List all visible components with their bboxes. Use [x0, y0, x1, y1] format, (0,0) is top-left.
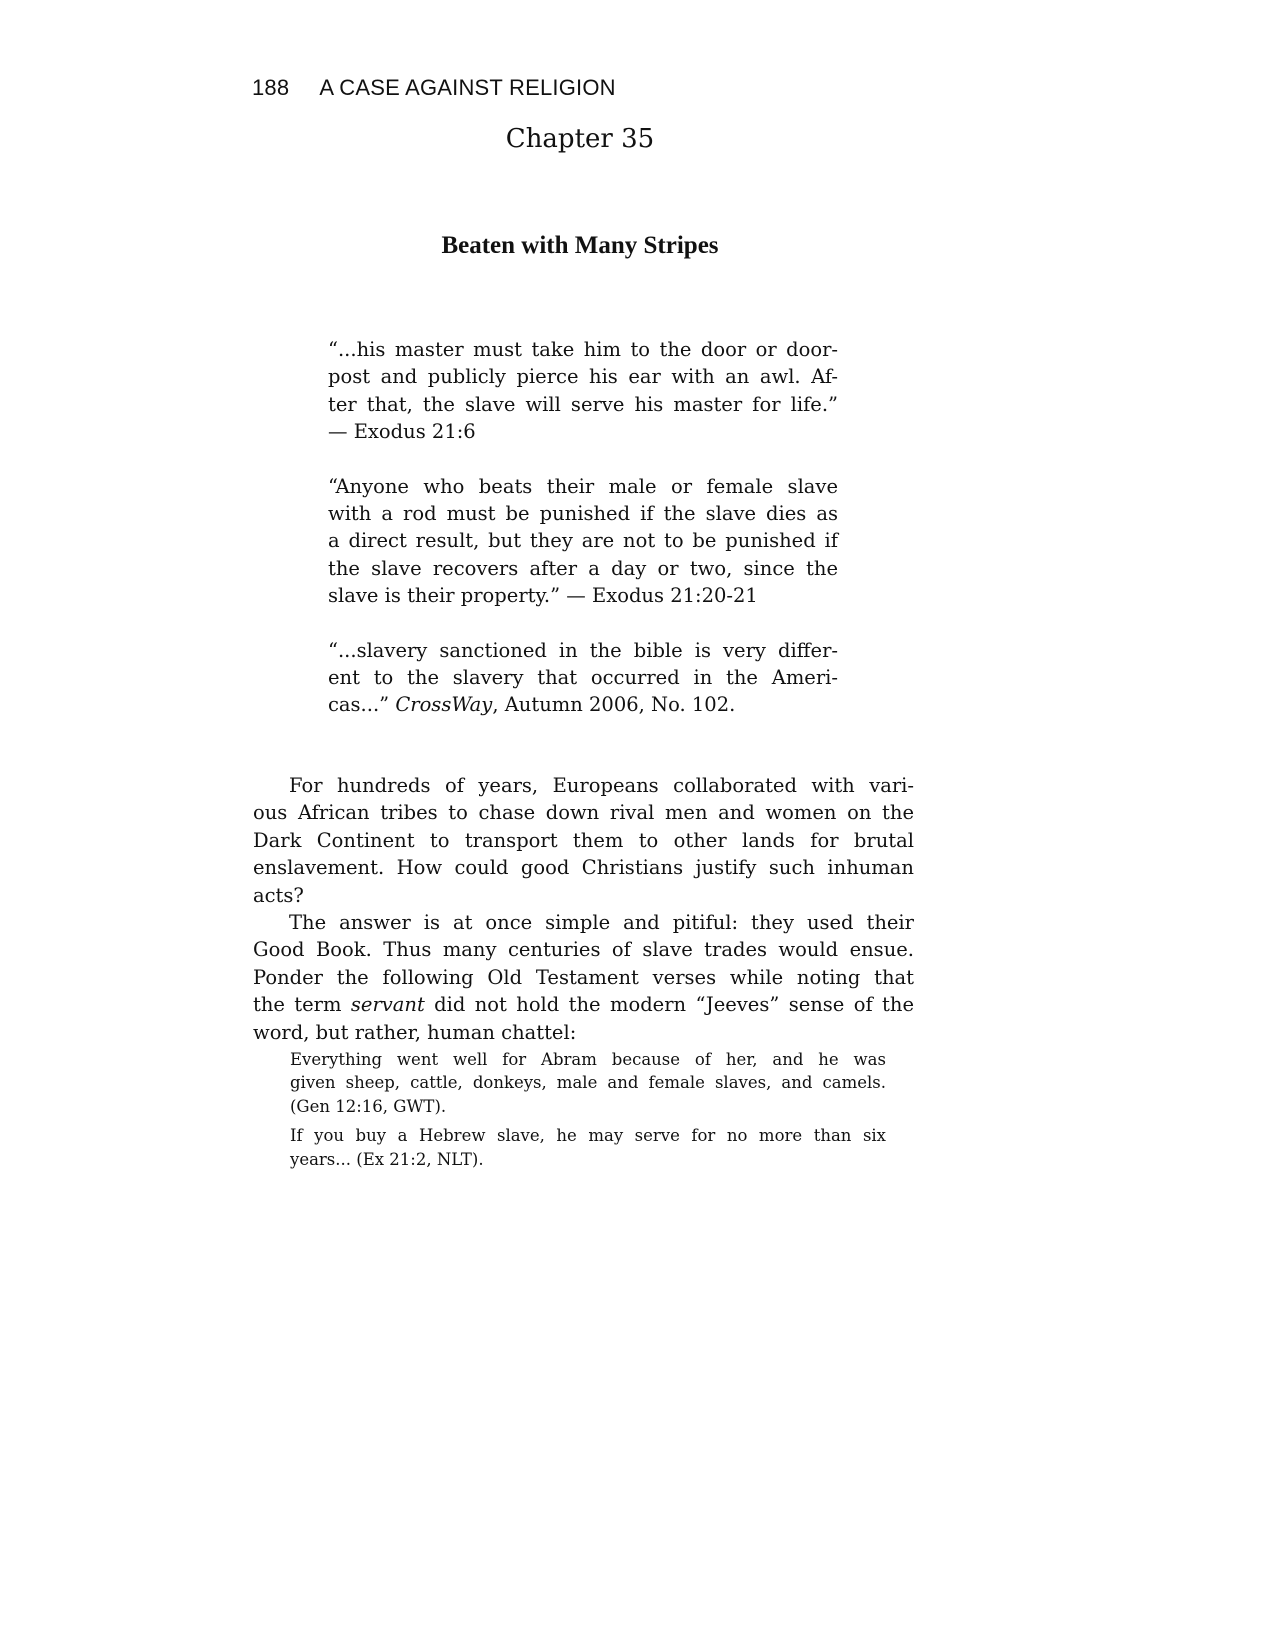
epigraph-line: the slave recovers after a day or two, since the [328, 556, 838, 580]
epigraph-line: ent to the slavery that occurred in the Ameri- [328, 666, 838, 690]
epigraph-line: “...slavery sanctioned in the bible is very differ- [328, 638, 838, 662]
block-quote-gen-12-16 [290, 1048, 886, 1118]
paragraph-text: the term [253, 993, 351, 1017]
epigraph-line: a direct result, but they are not to be punished if [328, 529, 838, 553]
paragraph-line: enslavement. How could good Christians justify such inhuman [253, 856, 914, 880]
emphasized-term: servant [350, 993, 425, 1017]
block-quotes [290, 1048, 886, 1177]
epigraph-exodus-21-20 [328, 473, 838, 610]
epigraph-line: with a rod must be punished if the slave dies as [328, 502, 838, 526]
paragraph-text: did not hold the modern “Jeeves” sense of the [424, 993, 914, 1017]
epigraphs [328, 336, 838, 746]
block-quote-line: given sheep, cattle, donkeys, male and female slaves, and camels. [290, 1073, 886, 1093]
paragraph-line: acts? [253, 883, 304, 907]
source-title: CrossWay [395, 693, 493, 717]
paragraph-line: Dark Continent to transport them to other lands for brutal [253, 828, 914, 852]
epigraph-text: cas...” [328, 693, 396, 717]
block-quote-ex-21-2 [290, 1124, 886, 1171]
paragraph-line: Good Book. Thus many centuries of slave trades would ensue. [253, 938, 914, 962]
page-number: 188 [252, 75, 290, 100]
paragraph-line [253, 991, 914, 1018]
body-text [253, 772, 914, 1046]
epigraph-line: post and publicly pierce his ear with an awl. Af- [328, 365, 838, 389]
paragraph-line: Ponder the following Old Testament verses while noting that [253, 965, 914, 989]
epigraph-line: ter that, the slave will serve his master for life.” [328, 392, 838, 416]
chapter-label: Chapter 35 [505, 124, 655, 154]
block-quote-line: years... (Ex 21:2, NLT). [290, 1149, 484, 1169]
epigraph-citation: — Exodus 21:6 [328, 420, 476, 444]
chapter-title: Beaten with Many Stripes [441, 232, 719, 259]
book-title: A CASE AGAINST RELIGION [319, 75, 616, 100]
running-head [252, 75, 616, 101]
paragraph-line: word, but rather, human chattel: [253, 1020, 577, 1044]
block-quote-line: If you buy a Hebrew slave, he may serve for no more than six [290, 1126, 886, 1146]
epigraph-text: , Autumn 2006, No. 102. [492, 693, 736, 717]
paragraph [253, 772, 914, 909]
epigraph-line: “...his master must take him to the door or door- [328, 338, 838, 361]
paragraph-line: For hundreds of years, Europeans collaborated with vari- [289, 774, 914, 797]
epigraph-line [328, 691, 838, 718]
epigraph-crossway [328, 637, 838, 719]
epigraph-exodus-21-6 [328, 336, 838, 446]
epigraph-line: “Anyone who beats their male or female slave [328, 474, 838, 498]
epigraph-line: slave is their property.” — Exodus 21:20-21 [328, 584, 758, 608]
paragraph [253, 909, 914, 1046]
block-quote-line: (Gen 12:16, GWT). [290, 1096, 447, 1116]
block-quote-line: Everything went well for Abram because of her, and he was [290, 1050, 886, 1069]
paragraph-line: The answer is at once simple and pitiful: they used their [289, 911, 914, 935]
paragraph-line: ous African tribes to chase down rival men and women on the [253, 801, 914, 825]
